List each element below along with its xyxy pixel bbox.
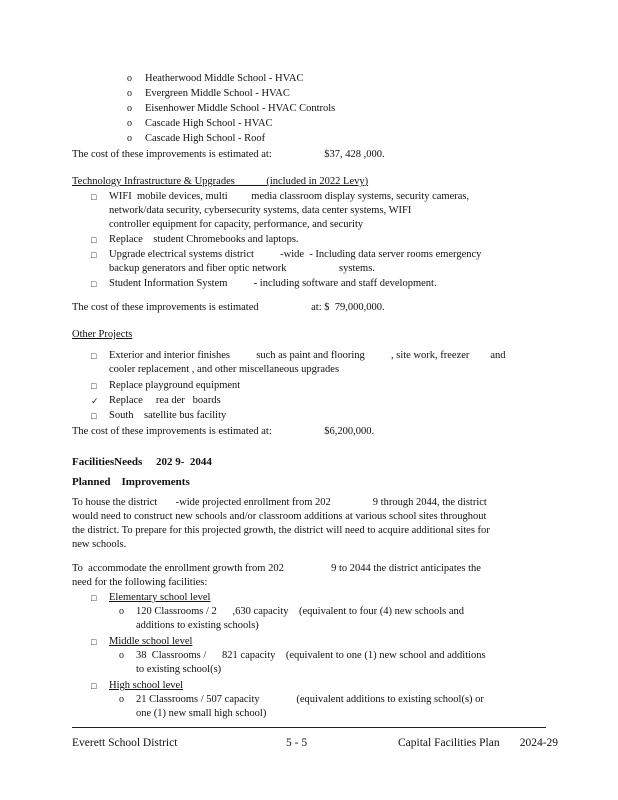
list-item: o 21 Classrooms / 507 capacity (equivalent additions to existing school(s) or one (1) new small high school) [119,694,487,719]
list-item: o 120 Classrooms / 2 ,630 capacity (equivalent to four (4) new schools and additions to existing schools) [119,606,467,631]
subsection-heading: Planned Improvements [72,476,190,488]
footer-divider [72,727,546,728]
square-bullet-icon: □ [91,351,97,361]
list-item [91,635,529,649]
paragraph: To accommodate the enrollment growth from 202 9 to 2044 the district anticipates the need for the following facilities: [72,563,484,588]
section-heading: Technology Infrastructure & Upgrades (included in 2022 Levy) [72,176,369,187]
circle-bullet-icon: o [119,650,124,661]
list-item [91,679,529,693]
list-item [91,591,529,605]
circle-bullet-icon: o [127,133,132,144]
circle-bullet-icon: o [127,88,132,99]
cost-statement: The cost of these improvements is estimated at: $37, 428 ,000. [72,149,385,160]
square-bullet-icon: □ [91,637,97,647]
list-item: o 38 Classrooms / 821 capacity (equivalent to one (1) new school and additions to existing school(s) [119,650,489,675]
paragraph: To house the district -wide projected enrollment from 202 9 through 2044, the district would need to construct new schools and/or classroom additions at various school sites throughout the district. To prepare for this projected growth, the district will need to acquire additional sites for new schools. [72,497,493,550]
level-title: Middle school level [109,636,193,647]
square-bullet-icon: □ [91,235,97,245]
cost-statement: The cost of these improvements is estimated at: $6,200,000. [72,426,375,437]
list-item: o Cascade High School - HVAC [127,118,273,129]
list-item: □ Student Information System - including software and staff development. [91,278,437,289]
list-item: □ Upgrade electrical systems district -wide - Including data server rooms emergency backup generators and fiber optic network systems. [91,249,485,274]
list-item: ✓ Replace rea der boards [91,395,221,406]
level-list [91,591,529,721]
list-item: □ Exterior and interior finishes such as paint and flooring , site work, freezer and cooler replacement , and other miscellaneous upgrades [91,350,517,375]
list-item: □ WIFI mobile devices, multi media classroom display systems, security cameras, network/data security, cybersecurity systems, data center systems, WIFI controller equipment for capacity, performance, and security [91,191,501,230]
list-item: o Evergreen Middle School - HVAC [127,88,290,99]
tech-list [91,190,509,291]
square-bullet-icon: □ [91,279,97,289]
list-item: □ Replace playground equipment [91,380,241,391]
cost-statement: The cost of these improvements is estimated at: $ 79,000,000. [72,302,385,313]
square-bullet-icon: □ [91,192,97,202]
section-heading: FacilitiesNeeds 202 9- 2044 [72,456,212,468]
square-bullet-icon: □ [91,681,97,691]
circle-bullet-icon: o [127,73,132,84]
check-bullet-icon: ✓ [91,396,99,406]
hvac-list [127,72,545,147]
square-bullet-icon: □ [91,250,97,260]
circle-bullet-icon: o [127,118,132,129]
circle-bullet-icon: o [119,606,124,617]
circle-bullet-icon: o [119,694,124,705]
square-bullet-icon: □ [91,411,97,421]
page-number: 5 - 5 [286,737,308,749]
footer-district: Everett School District [72,737,178,749]
list-item: □ Replace student Chromebooks and laptops. [91,234,299,245]
footer-plan-title: Capital Facilities Plan 2024-29 [398,737,559,749]
other-list [91,349,529,423]
list-item: □ South satellite bus facility [91,410,227,421]
list-item: o Eisenhower Middle School - HVAC Controls [127,103,336,114]
list-item: o Heatherwood Middle School - HVAC [127,73,304,84]
circle-bullet-icon: o [127,103,132,114]
list-item: o Cascade High School - Roof [127,133,266,144]
square-bullet-icon: □ [91,381,97,391]
level-title: Elementary school level [109,592,211,603]
section-heading: Other Projects [72,329,133,340]
square-bullet-icon: □ [91,593,97,603]
level-title: High school level [109,680,184,691]
